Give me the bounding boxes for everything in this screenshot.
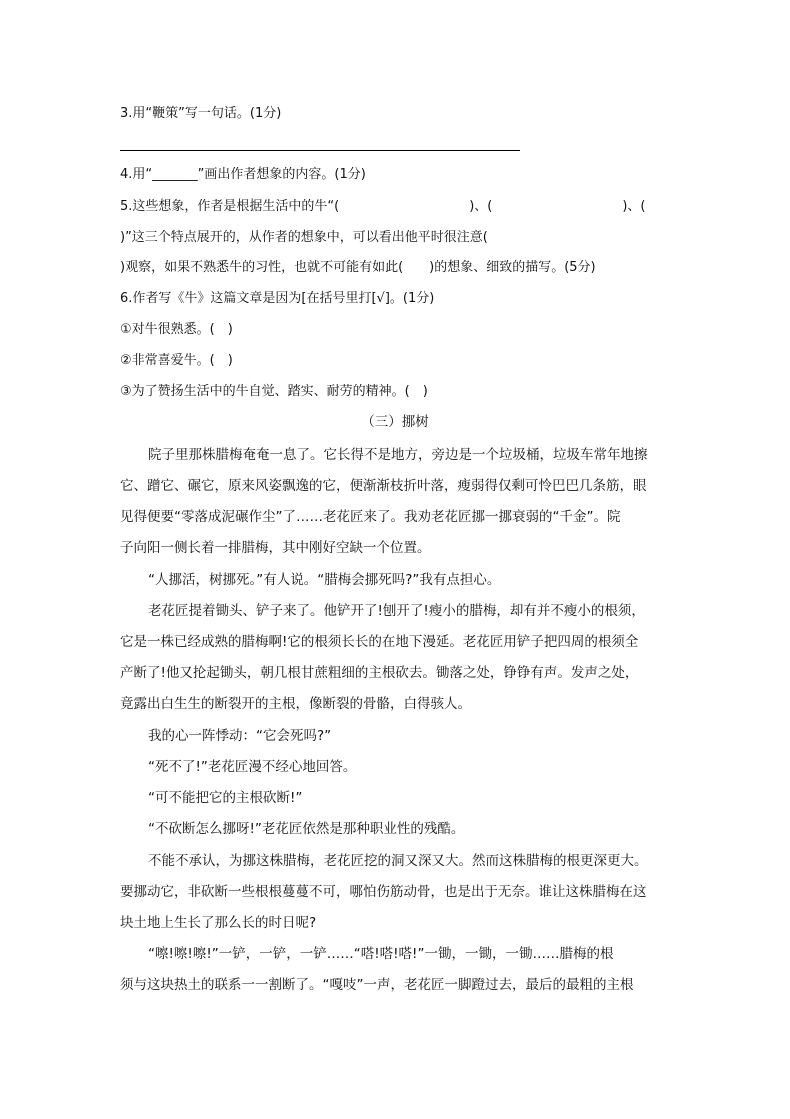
paragraph-1-line-4: 子向阳一侧长着一排腊梅，其中刚好空缺一个位置。 xyxy=(120,540,431,556)
paragraph-3-line-4: 竟露出白生生的断裂开的主根，像断裂的骨骼，白得骇人。 xyxy=(120,696,471,712)
paragraph-8-line-2: 要挪动它，非砍断一些根根蔓蔓不可，哪怕伤筋动骨，也是出于无奈。谁让这株腊梅在这 xyxy=(120,884,647,900)
option-1: ①对牛很熟悉。( ) xyxy=(120,322,233,337)
paragraph-1-line-1: 院子里那株腊梅奄奄一息了。它长得不是地方，旁边是一个垃圾桶，垃圾车常年地擦 xyxy=(148,447,648,463)
paragraph-4: 我的心一阵悸动：“它会死吗?” xyxy=(148,728,332,744)
question-5-line-1: 5.这些想象，作者是根据生活中的牛“( )、( )、( xyxy=(120,199,646,214)
paragraph-3-line-3: 产断了!他又抡起锄头，朝几根甘蔗粗细的主根砍去。锄落之处，铮铮有声。发声之处， xyxy=(120,665,639,681)
paragraph-1-line-2: 它、蹭它、碾它，原来风姿飘逸的它，便渐渐枝折叶落，瘦弱得仅剩可怜巴巴几条筋，眼 xyxy=(120,478,647,494)
question-3: 3.用“鞭策”写一句话。(1分) xyxy=(120,106,282,121)
question-5-line-2: )”这三个特点展开的，从作者的想象中，可以看出他平时很注意( xyxy=(120,230,488,245)
option-2: ②非常喜爱牛。( ) xyxy=(120,353,233,368)
paragraph-6: “可不能把它的主根砍断!” xyxy=(148,790,303,806)
paragraph-9-line-2: 须与这块热土的联系一一割断了。“嘎吱”一声，老花匠一脚蹬过去，最后的最粗的主根 xyxy=(120,977,634,993)
answer-line xyxy=(120,150,520,151)
option-3: ③为了赞扬生活中的牛自觉、踏实、耐劳的精神。( ) xyxy=(120,384,428,399)
paragraph-5: “死不了!”老花匠漫不经心地回答。 xyxy=(148,759,357,775)
paragraph-8-line-3: 块土地上生长了那么长的时日呢? xyxy=(120,915,317,931)
paragraph-3-line-2: 它是一株已经成熟的腊梅啊!它的根须长长的在地下漫延。老花匠用铲子把四周的根须全 xyxy=(120,634,639,650)
question-4: 4.用“_______”画出作者想象的内容。(1分) xyxy=(120,167,366,182)
question-6: 6.作者写《牛》这篇文章是因为[在括号里打[√]。(1分) xyxy=(120,291,435,306)
paragraph-9-line-1: “嚓!嚓!嚓!”一铲，一铲，一铲……“嗒!嗒!嗒!”一锄，一锄，一锄……腊梅的根 xyxy=(148,946,614,962)
question-5-line-3: )观察，如果不熟悉牛的习性，也就不可能有如此( )的想象、细致的描写。(5分) xyxy=(120,260,596,275)
paragraph-3-line-1: 老花匠提着锄头、铲子来了。他铲开了!刨开了!瘦小的腊梅，却有并不瘦小的根须， xyxy=(148,603,645,619)
section-title: （三）挪树 xyxy=(361,414,429,430)
paragraph-1-line-3: 见得便要“零落成泥碾作尘”了……老花匠来了。我劝老花匠挪一挪衰弱的“千金”。院 xyxy=(120,509,621,525)
paragraph-8-line-1: 不能不承认，为挪这株腊梅，老花匠挖的洞又深又大。然而这株腊梅的根更深更大。 xyxy=(148,853,648,869)
paragraph-7: “不砍断怎么挪呀!”老花匠依然是那种职业性的残酷。 xyxy=(148,821,465,837)
paragraph-2: “人挪活，树挪死。”有人说。“腊梅会挪死吗?”我有点担心。 xyxy=(148,572,501,588)
